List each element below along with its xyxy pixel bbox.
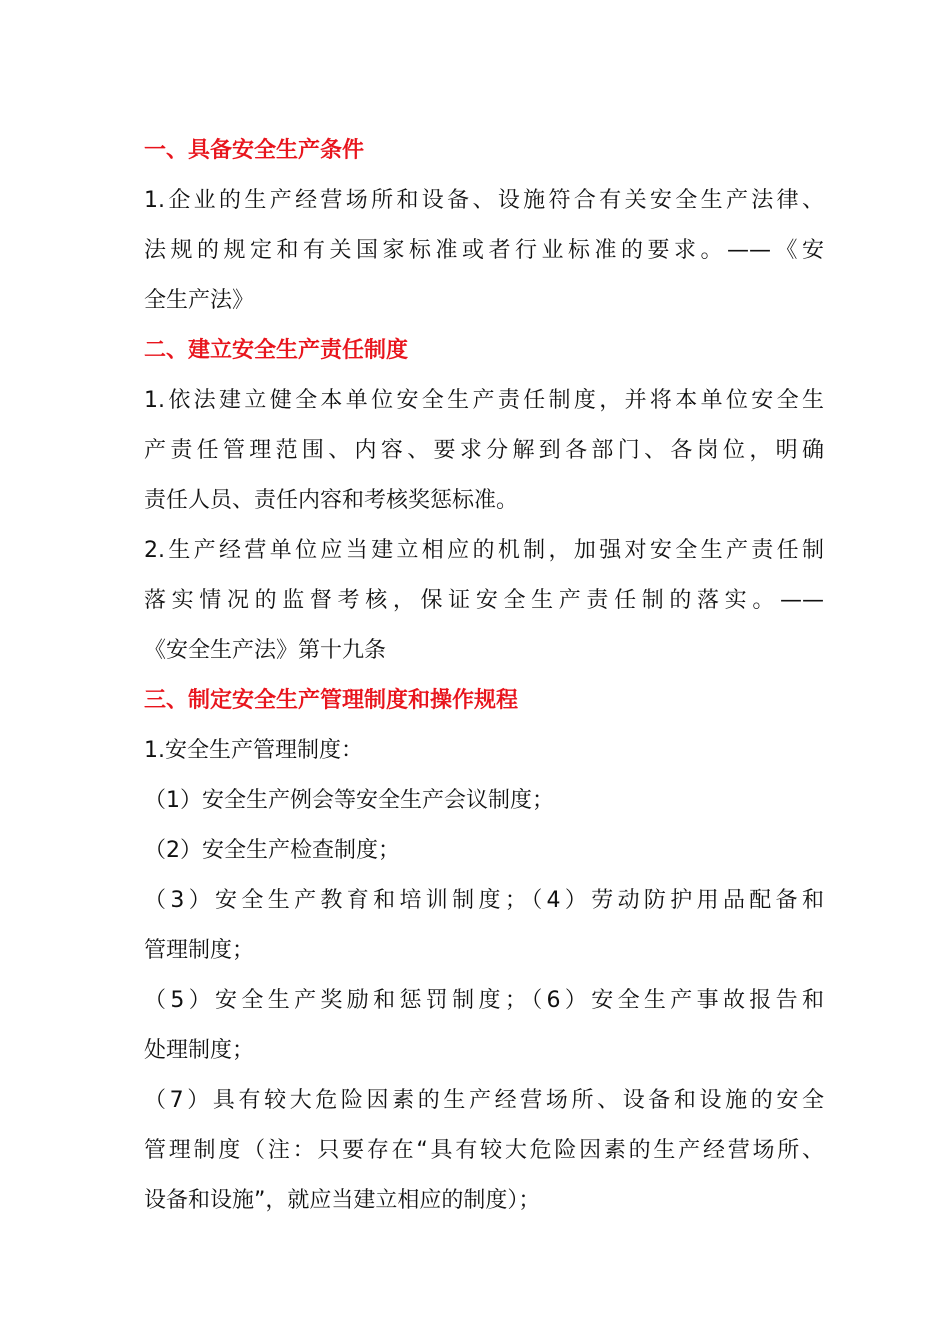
paragraph-line: 法规的规定和有关国家标准或者行业标准的要求。——《安 (144, 238, 824, 263)
list-item: （7）具有较大危险因素的生产经营场所、设备和设施的安全 (144, 1088, 824, 1113)
paragraph-line: 2.生产经营单位应当建立相应的机制，加强对安全生产责任制 (144, 538, 824, 563)
paragraph-line: 《安全生产法》第十九条 (144, 638, 387, 663)
list-item: 管理制度； (144, 938, 255, 963)
list-item: （5）安全生产奖励和惩罚制度；（6）安全生产事故报告和 (144, 988, 824, 1013)
list-item: （1）安全生产例会等安全生产会议制度； (144, 788, 554, 813)
list-item: 管理制度（注：只要存在“具有较大危险因素的生产经营场所、 (144, 1138, 824, 1163)
list-item: （2）安全生产检查制度； (144, 838, 400, 863)
paragraph-line: 责任人员、责任内容和考核奖惩标准。 (144, 488, 519, 513)
paragraph-line: 1.企业的生产经营场所和设备、设施符合有关安全生产法律、 (144, 188, 824, 213)
paragraph-line: 1.依法建立健全本单位安全生产责任制度，并将本单位安全生 (144, 388, 824, 413)
paragraph-line: 1.安全生产管理制度： (144, 738, 363, 763)
paragraph-line: 产责任管理范围、内容、要求分解到各部门、各岗位，明确 (144, 438, 824, 463)
section-heading-3: 三、制定安全生产管理制度和操作规程 (144, 688, 519, 713)
list-item: （3）安全生产教育和培训制度；（4）劳动防护用品配备和 (144, 888, 824, 913)
paragraph-line: 落实情况的监督考核，保证安全生产责任制的落实。—— (144, 588, 824, 613)
list-item: 设备和设施”，就应当建立相应的制度）； (144, 1188, 541, 1213)
paragraph-line: 全生产法》 (144, 288, 255, 313)
section-heading-1: 一、具备安全生产条件 (144, 138, 365, 163)
section-heading-2: 二、建立安全生产责任制度 (144, 338, 409, 363)
list-item: 处理制度； (144, 1038, 255, 1063)
